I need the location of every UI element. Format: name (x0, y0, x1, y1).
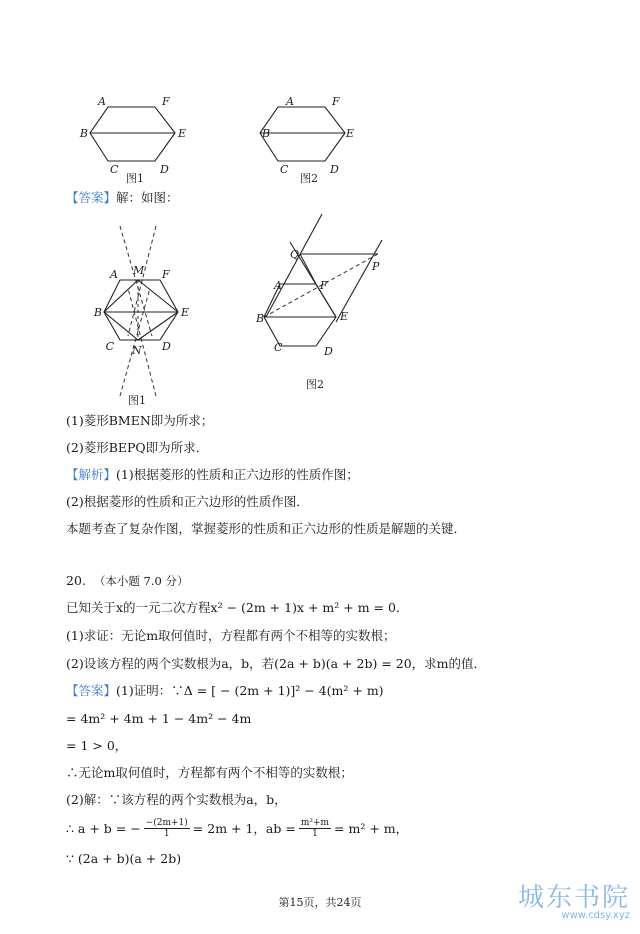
label-M: M (133, 264, 145, 277)
fraction-2 (299, 818, 331, 839)
label-F: F (332, 95, 340, 108)
label-D: D (160, 163, 169, 176)
answer20-line-5: (2)解：∵该方程的两个实数根为a，b， (66, 792, 287, 807)
answer20-text: (1)证明：∵Δ = [ − (2m + 1)]² − 4(m² + m) (116, 683, 384, 698)
watermark-url: www.cdsy.xyz (561, 910, 630, 921)
top-figure-1 (79, 92, 200, 186)
question-score: （本小题 7.0 分） (93, 574, 189, 588)
label-D: D (324, 345, 333, 358)
answer20-line-4: ∴无论m取何值时，方程都有两个不相等的实数根； (66, 765, 353, 780)
label-F: F (162, 95, 170, 108)
line-4: (2)根据菱形的性质和正六边形的性质作图． (66, 494, 309, 509)
label-E: E (346, 127, 355, 140)
label-D: D (162, 340, 171, 353)
label-Q: Q (290, 248, 300, 261)
label-B: B (262, 127, 271, 140)
label-P: P (372, 260, 380, 273)
answer20-line-1 (66, 683, 384, 699)
caption: 图2 (306, 378, 324, 391)
label-C: C (110, 163, 119, 176)
answer20-line-3: = 1 > 0， (66, 738, 128, 753)
answer-tag: 【答案】 (66, 190, 117, 205)
label-E: E (178, 127, 187, 140)
watermark (518, 884, 630, 921)
label-E: E (181, 306, 190, 319)
question-part-2: (2)设该方程的两个实数根为a，b，若(2a + b)(a + 2b) = 20，求m的值． (66, 656, 487, 671)
label-A: A (98, 95, 106, 108)
line-1: (1)菱形BMEN即为所求； (66, 413, 214, 428)
label-A: A (110, 268, 118, 281)
answer-line (66, 190, 179, 206)
line-5: 本题考查了复杂作图，掌握菱形的性质和正六边形的性质是解题的关键． (66, 521, 467, 536)
label-B: B (256, 312, 265, 325)
fraction-2-den: 1 (312, 829, 318, 839)
top-figure-2 (258, 92, 370, 186)
watermark-title: 城东书院 (517, 883, 630, 913)
question-stem: 已知关于x的一元二次方程x² − (2m + 1)x + m² + m = 0． (66, 600, 409, 615)
answer20-line-2: = 4m² + 4m + 1 − 4m² − 4m (66, 711, 252, 726)
line-2: (2)菱形BEPQ即为所求． (66, 440, 209, 455)
question-number: 20. (66, 573, 86, 588)
answer-text: 解：如图： (116, 190, 179, 205)
label-F: F (320, 279, 328, 292)
label-E: E (340, 310, 349, 323)
fraction-1-num: −(2m+1) (145, 818, 188, 828)
fraction-1-den: 1 (163, 829, 170, 839)
label-F: F (162, 268, 170, 281)
label-C: C (280, 163, 289, 176)
label-A: A (274, 279, 282, 292)
question-part-1: (1)求证：无论m取何值时，方程都有两个不相等的实数根； (66, 628, 396, 643)
page-footer: 第15页，共24页 (278, 896, 362, 909)
answer-figure-2 (252, 212, 392, 392)
caption: 图2 (300, 172, 318, 185)
label-A: A (286, 95, 294, 108)
label-D: D (330, 163, 339, 176)
sum-expression: ∴ a + b = − (66, 820, 141, 836)
analysis-text: (1)根据菱形的性质和正六边形的性质作图； (116, 467, 359, 482)
fraction-1 (144, 818, 190, 839)
label-C: C (105, 340, 114, 353)
label-N: N (132, 344, 142, 357)
question-20-header (66, 573, 188, 589)
caption: 图1 (126, 172, 144, 185)
label-B: B (79, 127, 88, 140)
answer20-line-6 (66, 818, 408, 839)
answer-figure-1 (92, 218, 212, 408)
answer20-line-7: ∵ (2a + b)(a + 2b) (66, 851, 182, 866)
product-result: = m² + m， (334, 820, 409, 836)
fraction-2-num: m²+m (300, 818, 330, 828)
product-expression: = 2m + 1，ab = (192, 820, 296, 836)
analysis-line (66, 467, 359, 483)
caption: 图1 (128, 394, 146, 407)
answer20-tag: 【答案】 (66, 683, 117, 698)
label-C: C (274, 341, 283, 354)
label-B: B (93, 306, 102, 319)
analysis-tag: 【解析】 (66, 467, 117, 482)
